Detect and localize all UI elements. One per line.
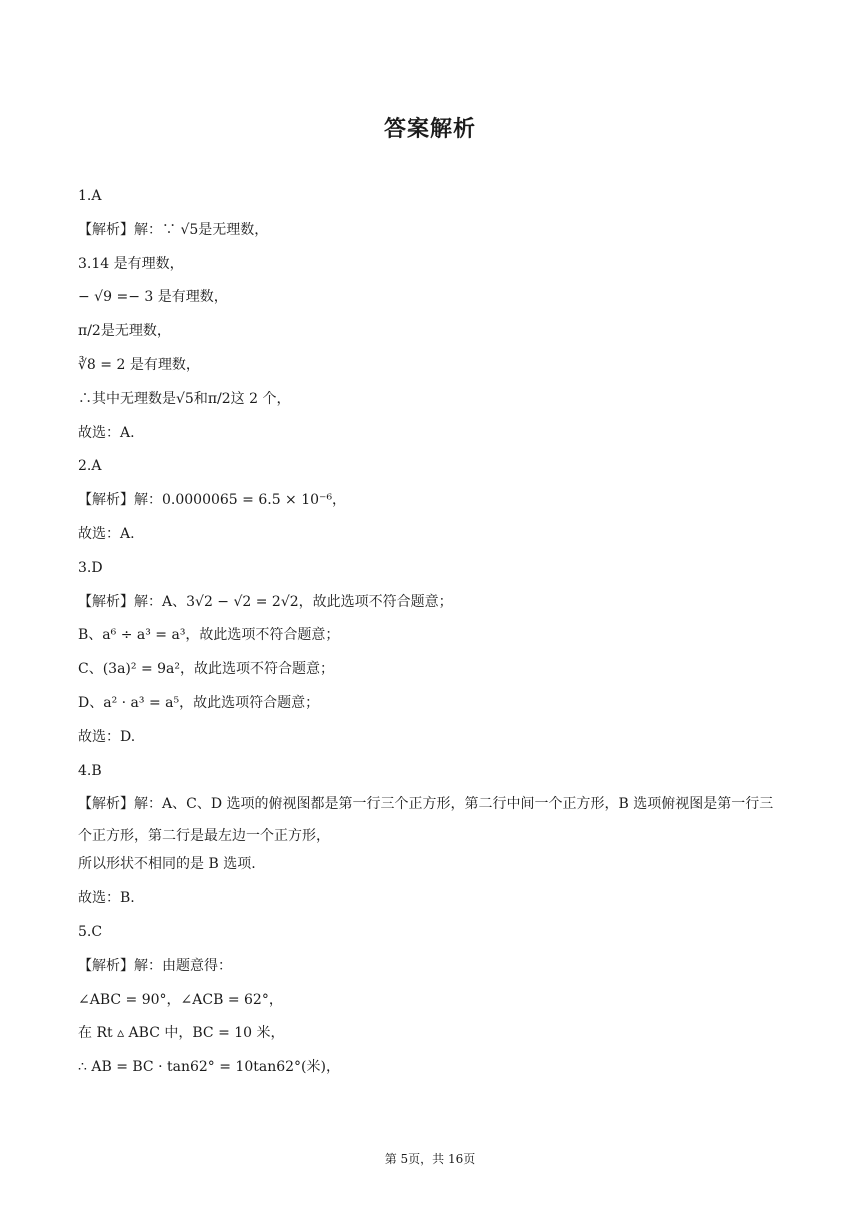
answer-number: 5.C	[78, 923, 103, 940]
text-line: ∴其中无理数是√5和π/2这 2 个，	[78, 390, 291, 407]
answer-number: 2.A	[78, 458, 102, 475]
text-line: ∴ AB = BC · tan62° = 10tan62°(米)，	[78, 1059, 340, 1076]
page-title: 答案解析	[383, 117, 476, 142]
page-footer: 第 5页，共 16页	[384, 1152, 476, 1166]
answer-number: 1.A	[78, 188, 102, 204]
text-line: 故选：B.	[78, 890, 135, 907]
answer-number: 3.D	[78, 559, 103, 576]
text-line: 故选：D.	[78, 728, 136, 745]
text-line: 在 Rt ▵ ABC 中，BC = 10 米，	[78, 1025, 285, 1042]
text-line: − √9 =− 3 是有理数，	[78, 289, 228, 306]
text-line: B、a⁶ ÷ a³ = a³，故此选项不符合题意；	[78, 627, 340, 644]
text-line: D、a² · a³ = a⁵，故此选项符合题意；	[78, 694, 320, 711]
text-line: 【解析】解：由题意得：	[78, 957, 232, 974]
text-line: π/2是无理数，	[78, 323, 171, 340]
text-line: 3.14 是有理数，	[78, 255, 184, 272]
text-line: 故选：A.	[78, 424, 135, 441]
text-line: 所以形状不相同的是 B 选项.	[78, 856, 256, 873]
text-line: C、(3a)² = 9a²，故此选项不符合题意；	[78, 661, 334, 678]
answer-content	[78, 186, 783, 1091]
text-line: ∛8 = 2 是有理数，	[78, 356, 200, 373]
text-line: 【解析】解：0.0000065 = 6.5 × 10⁻⁶，	[78, 492, 347, 509]
text-line: 【解析】解：∵ √5是无理数，	[78, 221, 269, 238]
text-line: ∠ABC = 90°，∠ACB = 62°，	[78, 991, 283, 1008]
text-line: 故选：A.	[78, 525, 135, 542]
text-line: 【解析】解：A、3√2 − √2 = 2√2，故此选项不符合题意；	[78, 593, 453, 610]
text-paragraph: 【解析】解：A、C、D 选项的俯视图都是第一行三个正方形，第二行中间一个正方形，B 选项俯视图是第一行三个正方形，第二行是最左边一个正方形，	[78, 796, 774, 845]
answer-number: 4.B	[78, 762, 102, 779]
